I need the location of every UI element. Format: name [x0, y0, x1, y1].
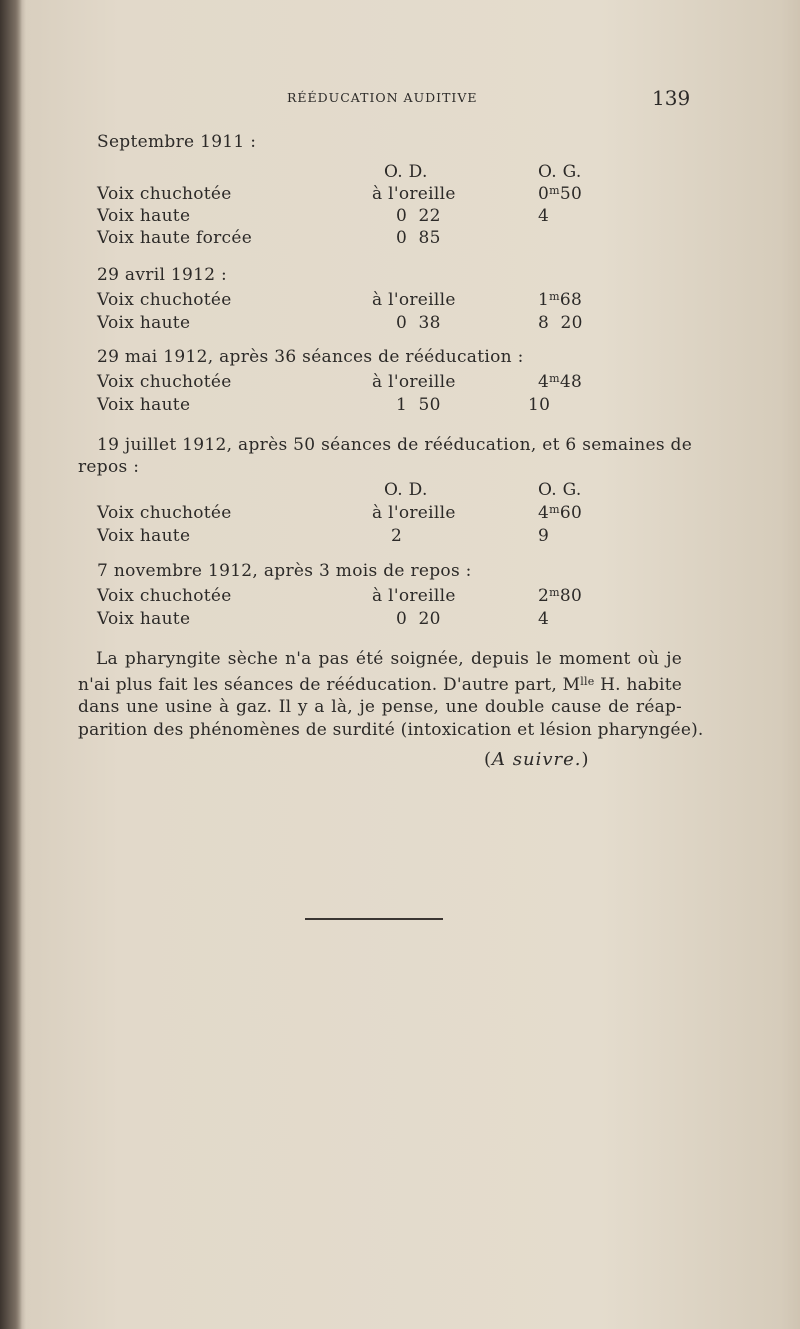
row-og-value: 4$^m$60 — [538, 503, 583, 523]
row-od-value: 0 38 — [396, 313, 441, 333]
continuation-note: (A suivre.) — [484, 749, 590, 770]
paragraph-line: La pharyngite sèche n'a pas été soignée, depuis le moment où je — [96, 649, 682, 669]
row-og-value: 2$^m$80 — [538, 586, 583, 606]
row-label: Voix chuchotée — [97, 586, 232, 606]
section-heading-line: 19 juillet 1912, après 50 séances de rééducation, et 6 semaines de — [97, 435, 693, 455]
row-og-value: 10 — [528, 395, 551, 415]
row-od-value: à l'oreille — [372, 184, 456, 204]
row-label: Voix chuchotée — [97, 372, 232, 392]
section-heading: Septembre 1911 : — [97, 132, 257, 152]
row-label: Voix haute forcée — [97, 228, 253, 248]
row-og-value: 4 — [538, 206, 550, 226]
row-label: Voix chuchotée — [97, 503, 232, 523]
section-heading: 29 mai 1912, après 36 séances de rééducation : — [97, 347, 524, 367]
paragraph-line: dans une usine à gaz. Il y a là, je pense, une double cause de réap- — [78, 697, 682, 717]
row-label: Voix haute — [97, 313, 191, 333]
section-heading-line: repos : — [78, 457, 140, 477]
paragraph-line: n'ai plus fait les séances de rééducation. D'autre part, $M^{lle}$ H. habite — [78, 674, 682, 695]
body-paragraph — [78, 648, 704, 741]
row-og-value: 9 — [538, 526, 550, 546]
column-header-og: O. G. — [538, 162, 582, 182]
page-spine-shadow — [0, 0, 22, 1329]
row-label: Voix haute — [97, 395, 191, 415]
column-header-od: O. D. — [384, 162, 428, 182]
end-rule — [305, 918, 443, 920]
row-od-value: 0 22 — [396, 206, 441, 226]
row-label: Voix haute — [97, 526, 191, 546]
row-og-value: 4$^m$48 — [538, 372, 583, 392]
row-od-value: à l'oreille — [372, 586, 456, 606]
row-od-value: à l'oreille — [372, 503, 456, 523]
paragraph-line: parition des phénomènes de surdité (intoxication et lésion pharyngée). — [78, 719, 704, 740]
row-od-value: à l'oreille — [372, 372, 456, 392]
column-header-og: O. G. — [538, 480, 582, 500]
row-og-value: 4 — [538, 609, 550, 629]
row-od-value: 2 — [391, 526, 403, 546]
row-od-value: 1 50 — [396, 395, 441, 415]
row-od-value: 0 85 — [396, 228, 441, 248]
row-og-value: 1$^m$68 — [538, 290, 583, 310]
row-label: Voix haute — [97, 609, 191, 629]
row-og-value: 8 20 — [538, 313, 583, 333]
section-heading: 29 avril 1912 : — [97, 265, 228, 285]
page-number: 139 — [652, 86, 691, 110]
row-od-value: à l'oreille — [372, 290, 456, 310]
row-od-value: 0 20 — [396, 609, 441, 629]
row-label: Voix chuchotée — [97, 184, 232, 204]
running-title: RÉÉDUCATION AUDITIVE — [287, 90, 478, 105]
row-label: Voix haute — [97, 206, 191, 226]
section-heading: 7 novembre 1912, après 3 mois de repos : — [97, 561, 472, 581]
row-og-value: 0$^m$50 — [538, 184, 583, 204]
row-label: Voix chuchotée — [97, 290, 232, 310]
column-header-od: O. D. — [384, 480, 428, 500]
